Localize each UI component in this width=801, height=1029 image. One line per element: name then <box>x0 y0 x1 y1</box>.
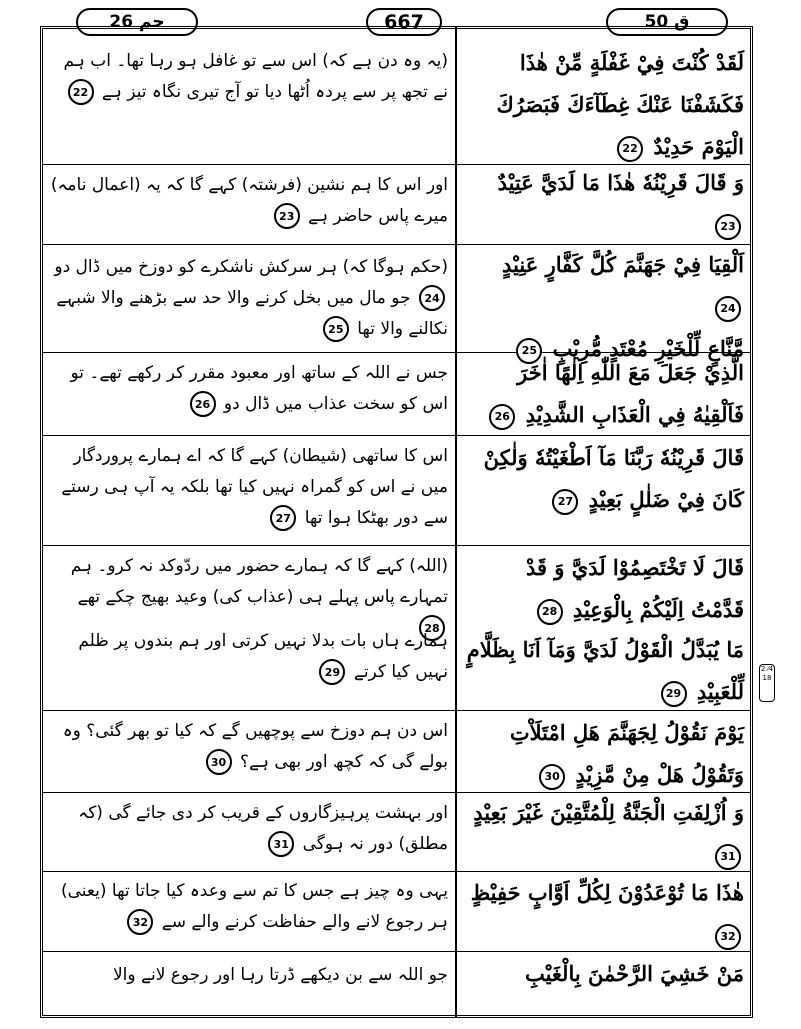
arabic-verse-text: الَّذِيْ جَعَلَ مَعَ اللّٰهِ اِلٰهًا اٰخَرَ فَاَلْقِيٰهُ فِي الْعَذَابِ الشَّدِيْدِ <box>517 360 744 427</box>
urdu-translation-text: (اللہ) کہے گا کہ ہمارے حضور میں ردّوکد نہ کرو۔ ہم تمہارے پاس پہلے ہی (عذاب کی) وعید بھیج چکے تھے <box>70 556 448 607</box>
arabic-verse-text: مَنْ خَشِيَ الرَّحْمٰنَ بِالْغَيْبِ <box>524 961 744 986</box>
ayah-number-badge: 32 <box>715 924 741 950</box>
ayah-number-badge: 23 <box>715 214 741 240</box>
ayah-number-badge: 28 <box>537 599 563 625</box>
ayah-number-badge: 25 <box>516 338 542 364</box>
quarter-marker-text: 2 ⁄4 18 <box>760 665 774 682</box>
arabic-verse-text: يَوْمَ نَقُوْلُ لِجَهَنَّمَ هَلِ امْتَلَاْتِ وَتَقُوْلُ هَلْ مِنْ مَّزِيْدٍ <box>509 720 744 787</box>
quarter-marker <box>759 664 775 702</box>
ayah-number-badge: 24 <box>715 296 741 322</box>
arabic-verse-text: اَلْقِيَا فِيْ جَهَنَّمَ كُلَّ كَفَّارٍ عَنِيْدٍ <box>502 252 744 277</box>
urdu-translation-27 <box>50 441 448 543</box>
arabic-verse-text: لَقَدْ كُنْتَ فِيْ غَفْلَةٍ مِّنْ هٰذَا فَكَشَفْنَا عَنْكَ غِطَآءَكَ فَبَصَرُكَ الْيَوْمَ حَدِيْدٌ <box>496 50 744 159</box>
urdu-translation-text: (حکم ہوگا کہ) ہر سرکش ناشکرے کو دوزخ میں ڈال دو <box>54 257 448 277</box>
arabic-verse-text: قَالَ قَرِيْنُهٗ رَبَّنَا مَآ اَطْغَيْتُهٗ وَلٰكِنْ كَانَ فِيْ ضَلٰلٍ بَعِيْدٍ <box>483 445 744 512</box>
ayah-number-badge: 29 <box>319 659 345 685</box>
arabic-verse-text: مَا يُبَدَّلُ الْقَوْلُ لَدَيَّ وَمَآ اَنَا بِظَلَّامٍ لِّلْعَبِيْدِ <box>466 637 744 704</box>
surah-label-left-text: حم 26 <box>109 12 165 32</box>
ayah-number-badge: 31 <box>715 844 741 870</box>
urdu-translation-text: جس نے اللہ کے ساتھ اور معبود مقرر کر رکھے تھے۔ تو اس کو سخت عذاب میں ڈال دو <box>70 363 448 414</box>
segment-divider <box>43 545 750 546</box>
arabic-verse-31 <box>466 792 744 870</box>
arabic-verse-text: وَ اُزْلِفَتِ الْجَنَّةُ لِلْمُتَّقِيْنَ غَيْرَ بَعِيْدٍ <box>473 800 744 825</box>
urdu-translation-24-25 <box>50 252 448 350</box>
arabic-verse-32 <box>466 872 744 950</box>
ayah-number-badge: 26 <box>489 404 515 430</box>
segment-divider <box>43 951 750 952</box>
arabic-verse-27 <box>466 437 744 543</box>
segment-divider <box>43 710 750 711</box>
arabic-verse-29 <box>466 629 744 709</box>
ayah-number-badge: 26 <box>190 391 216 417</box>
arabic-verse-30 <box>466 712 744 792</box>
urdu-translation-23 <box>50 170 448 242</box>
urdu-translation-text: اور بہشت پرہیزگاروں کے قریب کر دی جائے گی (کہ مطلق) دور نہ ہوگی <box>78 803 448 854</box>
urdu-translation-text: اس کا ساتھی (شیطان) کہے گا کہ اے ہمارے پروردگار میں نے اس کو گمراہ نہیں کیا تھا بلکہ یہ آپ ہی رستے سے دور بھٹکا ہوا تھا <box>61 446 448 528</box>
ayah-number-badge: 24 <box>419 285 445 311</box>
urdu-translation-text: (یہ وہ دن ہے کہ) اس سے تو غافل ہو رہا تھا۔ اب ہم نے تجھ پر سے پردہ اُٹھا دیا تو آج تیری نگاہ تیز ہے <box>63 51 448 102</box>
ayah-number-badge: 28 <box>419 615 445 641</box>
ayah-number-badge: 25 <box>323 316 349 342</box>
page-number-text: 667 <box>384 11 424 33</box>
surah-label-right-text: ق 50 <box>644 12 690 32</box>
ayah-number-badge: 27 <box>270 505 296 531</box>
urdu-translation-31 <box>50 798 448 870</box>
urdu-translation-33 <box>50 960 448 1012</box>
urdu-translation-text: اس دن ہم دوزخ سے پوچھیں گے کہ کیا تو بھر گئی؟ وہ بولے گی کہ کچھ اور بھی ہے؟ <box>62 721 448 772</box>
ayah-number-badge: 22 <box>68 79 94 105</box>
urdu-translation-text: اور اس کا ہم نشین (فرشتہ) کہے گا کہ یہ (اعمال نامہ) میرے پاس حاضر ہے <box>50 175 448 226</box>
ayah-number-badge: 29 <box>661 681 687 707</box>
ayah-number-badge: 22 <box>617 136 643 162</box>
urdu-translation-28 <box>50 551 448 635</box>
arabic-verse-33 <box>466 953 744 1013</box>
arabic-verse-22 <box>466 42 744 162</box>
arabic-verse-text: وَ قَالَ قَرِيْنُهٗ هٰذَا مَا لَدَيَّ عَتِيْدٌ <box>497 170 744 195</box>
arabic-verse-24-25 <box>466 244 744 361</box>
ayah-number-badge: 30 <box>539 764 565 790</box>
urdu-translation-22 <box>50 46 448 162</box>
ayah-number-badge: 30 <box>206 749 232 775</box>
urdu-translation-32 <box>50 876 448 950</box>
urdu-translation-text: جو مال میں بخل کرنے والا حد سے بڑھنے والا شبہے نکالنے والا تھا <box>56 288 448 339</box>
urdu-translation-text: یہی وہ چیز ہے جس کا تم سے وعدہ کیا جاتا تھا (یعنی) ہر رجوع لانے والے حفاظت کرنے والے سے <box>60 881 448 932</box>
arabic-verse-28 <box>466 547 744 629</box>
urdu-translation-text: جو اللہ سے بن دیکھے ڈرتا رہا اور رجوع لانے والا <box>112 965 448 985</box>
arabic-verse-23 <box>466 162 744 242</box>
column-divider <box>455 26 457 1018</box>
arabic-verse-26 <box>466 352 744 434</box>
urdu-translation-30 <box>50 716 448 790</box>
arabic-verse-text: قَالَ لَا تَخْتَصِمُوْا لَدَيَّ وَ قَدْ قَدَّمْتُ اِلَيْكُمْ بِالْوَعِيْدِ <box>525 555 744 622</box>
ayah-number-badge: 23 <box>274 203 300 229</box>
ayah-number-badge: 27 <box>552 489 578 515</box>
urdu-translation-29 <box>50 626 448 708</box>
urdu-translation-26 <box>50 358 448 434</box>
ayah-number-badge: 31 <box>268 831 294 857</box>
urdu-translation-text: ہمارے ہاں بات بدلا نہیں کرتی اور ہم بندوں پر ظلم نہیں کیا کرتے <box>78 631 448 682</box>
arabic-verse-text: مَّنَّاعٍ لِّلْخَيْرِ مُعْتَدٍ مُّرِيْبٍ <box>552 336 744 361</box>
arabic-verse-text: هٰذَا مَا تُوْعَدُوْنَ لِكُلِّ اَوَّابٍ حَفِيْظٍ <box>470 880 744 905</box>
ayah-number-badge: 32 <box>127 909 153 935</box>
